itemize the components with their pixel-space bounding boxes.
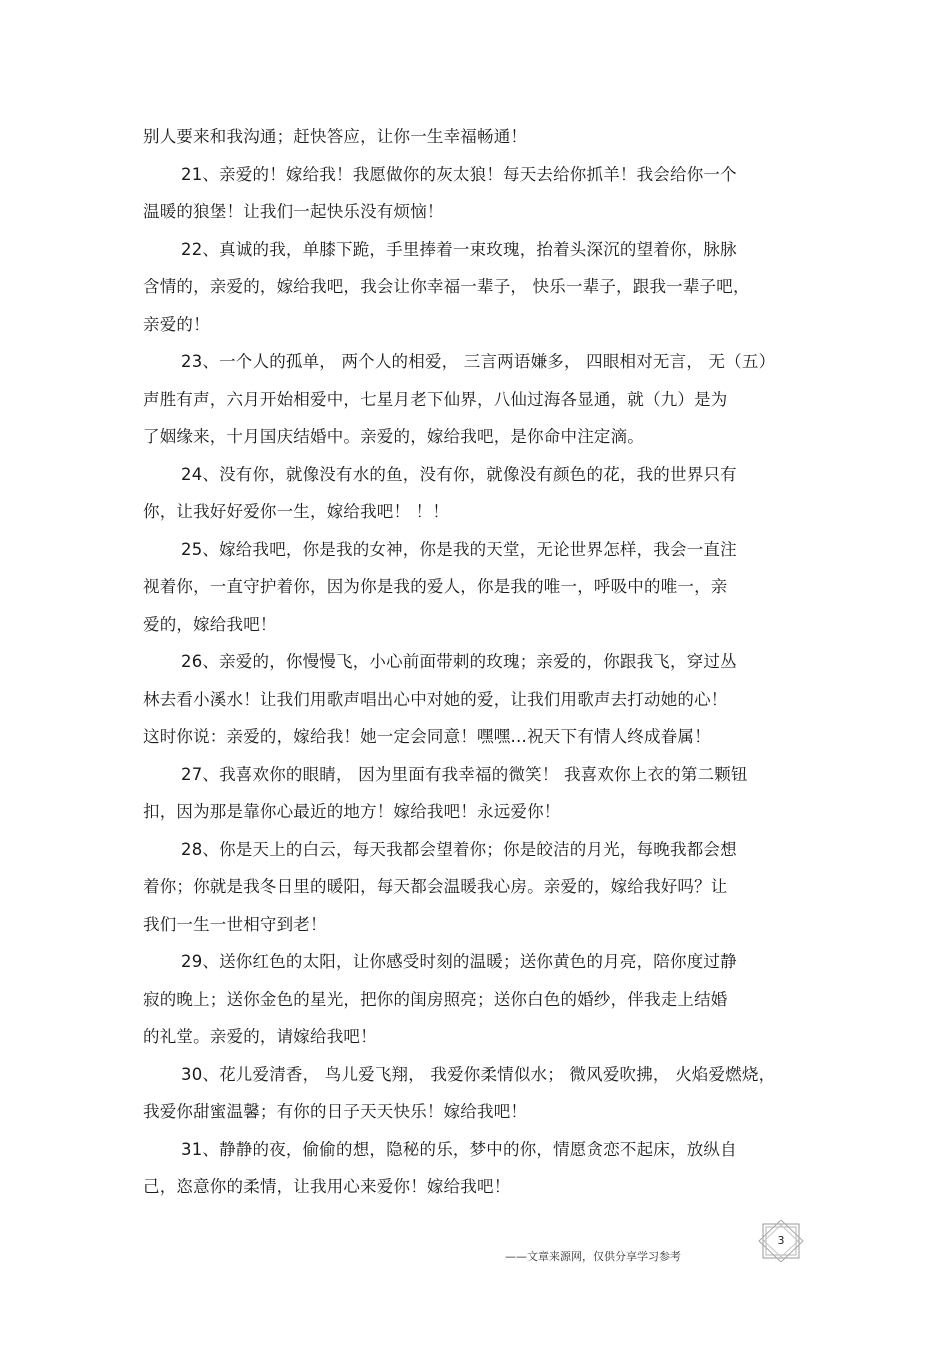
text-line: 含情的，亲爱的，嫁给我吧，我会让你幸福一辈子， 快乐一辈子，跟我一辈子吧， [143, 277, 750, 296]
text-line: 己，恣意你的柔情，让我用心来爱你！嫁给我吧！ [143, 1177, 511, 1196]
text-line: 26、亲爱的，你慢慢飞，小心前面带刺的玫瑰；亲爱的，你跟我飞，穿过丛 [181, 652, 737, 671]
text-line: 25、嫁给我吧，你是我的女神，你是我的天堂，无论世界怎样，我会一直注 [181, 539, 737, 559]
page-number-badge [757, 1220, 805, 1262]
text-line: 声胜有声，六月开始相爱中，七星月老下仙界，八仙过海各显通，就（九）是为 [143, 389, 728, 409]
text-line: 22、真诚的我，单膝下跪，手里捧着一束玫瑰，抬着头深沉的望着你，脉脉 [181, 239, 737, 259]
text-line: 寂的晚上；送你金色的星光，把你的闺房照亮；送你白色的婚纱，伴我走上结婚 [143, 989, 728, 1009]
text-line: 23、一个人的孤单， 两个人的相爱， 三言两语嫌多， 四眼相对无言， 无（五） [181, 352, 776, 371]
text-line: 了姻缘来，十月国庆结婚中。亲爱的，嫁给我吧，是你命中注定滴。 [143, 427, 644, 446]
text-line: 着你；你就是我冬日里的暖阳，每天都会温暖我心房。亲爱的，嫁给我好吗？让 [143, 877, 728, 896]
text-line: 我爱你甜蜜温馨；有你的日子天天快乐！嫁给我吧！ [143, 1102, 528, 1121]
text-line: 我们一生一世相守到老！ [143, 914, 327, 934]
text-line: 28、你是天上的白云，每天我都会望着你；你是皎洁的月光，每晚我都会想 [181, 839, 737, 859]
text-line: 扣，因为那是靠你心最近的地方！嫁给我吧！永远爱你！ [143, 802, 561, 821]
text-line: 林去看小溪水！让我们用歌声唱出心中对她的爱，让我们用歌声去打动她的心！ [143, 689, 728, 709]
text-line: 31、静静的夜，偷偷的想，隐秘的乐，梦中的你，情愿贪恋不起床，放纵自 [181, 1139, 737, 1159]
text-line: 的礼堂。亲爱的，请嫁给我吧！ [143, 1027, 377, 1046]
page-number: 3 [777, 1234, 785, 1247]
text-line: 温暖的狼堡！让我们一起快乐没有烦恼！ [143, 202, 444, 221]
text-line: 别人要来和我沟通；赶快答应，让你一生幸福畅通！ [143, 127, 528, 146]
footer-source-note: ——文章来源网，仅供分享学习参考 [505, 1250, 681, 1263]
text-line: 29、送你红色的太阳，让你感受时刻的温暖；送你黄色的月亮，陪你度过静 [181, 952, 737, 971]
text-line: 这时你说：亲爱的，嫁给我！她一定会同意！嘿嘿…祝天下有情人终成眷属！ [143, 727, 711, 746]
text-line: 爱的，嫁给我吧！ [143, 614, 277, 634]
text-line: 亲爱的！ [143, 314, 210, 334]
text-line: 27、我喜欢你的眼睛， 因为里面有我幸福的微笑！ 我喜欢你上衣的第二颗钮 [181, 764, 748, 784]
text-line: 30、花儿爱清香， 鸟儿爱飞翔， 我爱你柔情似水； 微风爱吹拂， 火焰爱燃烧， [181, 1064, 776, 1084]
text-line: 21、亲爱的！嫁给我！我愿做你的灰太狼！每天去给你抓羊！我会给你一个 [181, 164, 737, 184]
text-line: 你，让我好好爱你一生，嫁给我吧！ ！！ [143, 502, 450, 521]
document-body [143, 118, 813, 1206]
text-line: 视着你，一直守护着你，因为你是我的爱人，你是我的唯一，呼吸中的唯一，亲 [143, 577, 728, 596]
text-line: 24、没有你，就像没有水的鱼，没有你，就像没有颜色的花，我的世界只有 [181, 464, 737, 484]
